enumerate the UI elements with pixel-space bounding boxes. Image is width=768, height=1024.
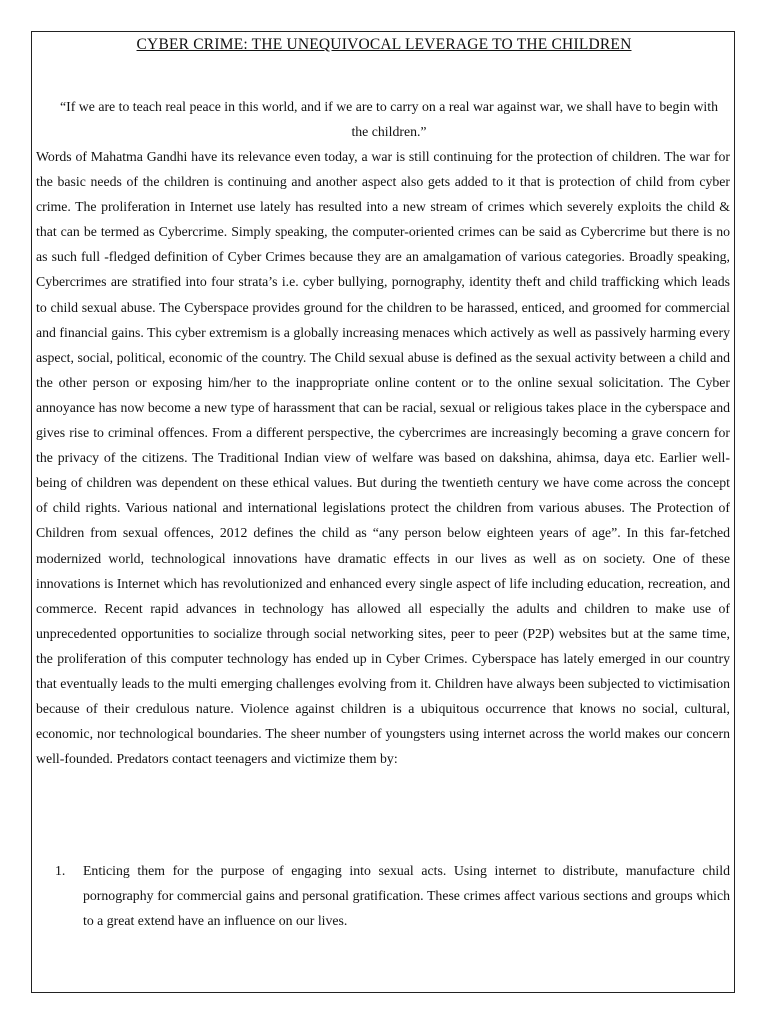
gandhi-quote: “If we are to teach real peace in this world, and if we are to carry on a real war against war, we shall have to begin with the children.” xyxy=(60,99,718,139)
list-item-text: Enticing them for the purpose of engaging into sexual acts. Using internet to distribute, manufacture child pornography for commercial gains and personal gratification. These crimes affect various sections and groups which to a great extend have an influence on our lives. xyxy=(83,863,730,929)
list-item-number: 1. xyxy=(55,863,66,878)
body-paragraph: Words of Mahatma Gandhi have its relevance even today, a war is still continuing for the protection of children. The war for the basic needs of the children is continuing and another aspect also gets added to it that is protection of child from cyber crime. The proliferation in Internet use lately has resulted into a new stream of crimes which severely exploits the child & that can be termed as Cybercrime. Simply speaking, the computer-oriented crimes can be said as Cybercrime but there is no as such full -fledged definition of Cyber Crimes because they are an amalgamation of various categories. Broadly speaking, Cybercrimes are stratified into four strata’s i.e. cyber bullying, pornography, identity theft and child trafficking which leads to child sexual abuse. The Cyberspace provides ground for the children to be harassed, enticed, and groomed for commercial and financial gains. This cyber extremism is a globally increasing menaces which actively as well as passively harming every aspect, social, political, economic of the country. The Child sexual abuse is defined as the sexual activity between a child and the other person or exposing him/her to the inappropriate online content or to the online sexual solicitation. The Cyber annoyance has now become a new type of harassment that can be racial, sexual or religious takes place in the cyberspace and gives rise to criminal offences. From a different perspective, the cybercrimes are increasingly becoming a grave concern for the privacy of the citizens. The Traditional Indian view of welfare was based on dakshina, ahimsa, daya etc. Earlier well-being of children was dependent on these ethical values. But during the twentieth century we have come across the concept of child rights. Various national and international legislations protect the children from various abuses. The Protection of Children from sexual offences, 2012 defines the child as “any person below eighteen years of age”. In this far-fetched modernized world, technological innovations have dramatic effects in our lives as well as on society. One of these innovations is Internet which has revolutionized and enhanced every single aspect of life including education, recreation, and commerce. Recent rapid advances in technology has allowed all especially the adults and children to make use of unprecedented opportunities to socialize through social networking sites, peer to peer (P2P) websites but at the same time, the proliferation of this computer technology has ended up in Cyber Crimes. Cyberspace has lately emerged in our country that eventually leads to the multi emerging challenges evolving from it. Children have always been subjected to victimisation because of their credulous nature. Violence against children is a ubiquitous occurrence that knows no social, cultural, economic, nor technological boundaries. The sheer number of youngsters using internet across the world makes our concern well-founded. Predators contact teenagers and victimize them by: xyxy=(36,149,730,767)
document-title: CYBER CRIME: THE UNEQUIVOCAL LEVERAGE TO THE CHILDREN xyxy=(136,36,632,53)
numbered-list xyxy=(55,858,730,933)
list-item xyxy=(55,858,730,933)
